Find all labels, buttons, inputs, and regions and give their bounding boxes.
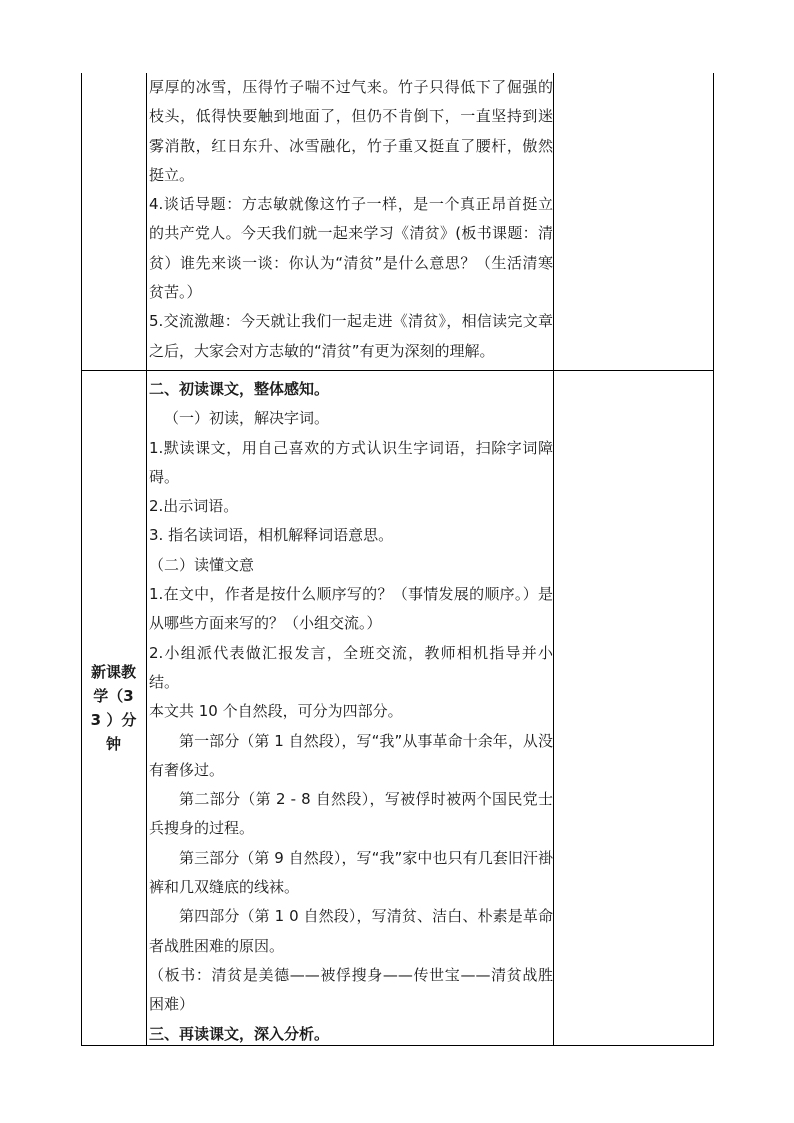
table-row	[81, 73, 714, 370]
paragraph-part-three: 第三部分（第 9 自然段），写“我”家中也只有几套旧汗褂裤和几双缝底的线袜。	[149, 848, 553, 897]
paragraph-part-one: 第一部分（第 1 自然段），写“我”从事革命十余年，从没有奢侈过。	[149, 731, 553, 779]
paragraph: 1.在文中，作者是按什么顺序写的？（事情发展的顺序。）是从哪些方面来写的？（小组交流。）	[149, 585, 553, 633]
paragraph-motivation: 5.交流激趣：今天就让我们一起走进《清贫》，相信读完文章之后，大家会对方志敏的“清贫”有更为深刻的理解。	[149, 312, 553, 360]
paragraph: 1.默读课文，用自己喜欢的方式认识生字词语，扫除字词障碍。	[149, 438, 553, 486]
paragraph-blackboard: （板书：清贫是美德——被俘搜身——传世宝——清贫战胜困难）	[149, 965, 553, 1014]
paragraph: 3. 指名读词语，相机解释词语意思。	[149, 526, 394, 545]
subsection-heading: （二）读懂文意	[149, 555, 255, 574]
paragraph: 2.出示词语。	[149, 497, 239, 516]
section-label-new-lesson: 新课教学（33 ）分钟	[90, 663, 137, 753]
section-heading: 三、再读课文，深入分析。	[149, 1024, 330, 1043]
table-row	[81, 371, 714, 1045]
row-label-cell	[81, 371, 146, 1045]
subsection-heading: （一）初读，解决字词。	[164, 409, 330, 428]
paragraph: 本文共 10 个自然段，可分为四部分。	[149, 702, 403, 721]
row-content-cell	[149, 73, 553, 366]
paragraph-bamboo-story: 厚厚的冰雪，压得竹子喘不过气来。竹子只得低下了倔强的枝头，低得快要触到地面了，但仍不肯倒下，一直坚持到迷雾消散，红日东升、冰雪融化，竹子重又挺直了腰杆，傲然挺立。	[149, 78, 553, 184]
row-label-cell	[81, 73, 146, 370]
paragraph-topic-intro: 4.谈话导题：方志敏就像这竹子一样，是一个真正昂首挺立的共产党人。今天我们就一起来学习《清贫》(板书课题：清贫）谁先来谈一谈：你认为“清贫”是什么意思？（生活清寒贫苦。）	[149, 195, 553, 302]
paragraph: 2.小组派代表做汇报发言，全班交流，教师相机指导并小结。	[149, 643, 553, 691]
paragraph-part-four: 第四部分（第 1 0 自然段），写清贫、洁白、朴素是革命者战胜困难的原因。	[149, 907, 553, 955]
section-heading: 二、初读课文，整体感知。	[149, 380, 330, 398]
row-content-cell	[149, 375, 553, 1049]
lesson-plan-table	[81, 73, 714, 1046]
paragraph-part-two: 第二部分（第 2 - 8 自然段），写被俘时被两个国民党士兵搜身的过程。	[149, 790, 553, 838]
